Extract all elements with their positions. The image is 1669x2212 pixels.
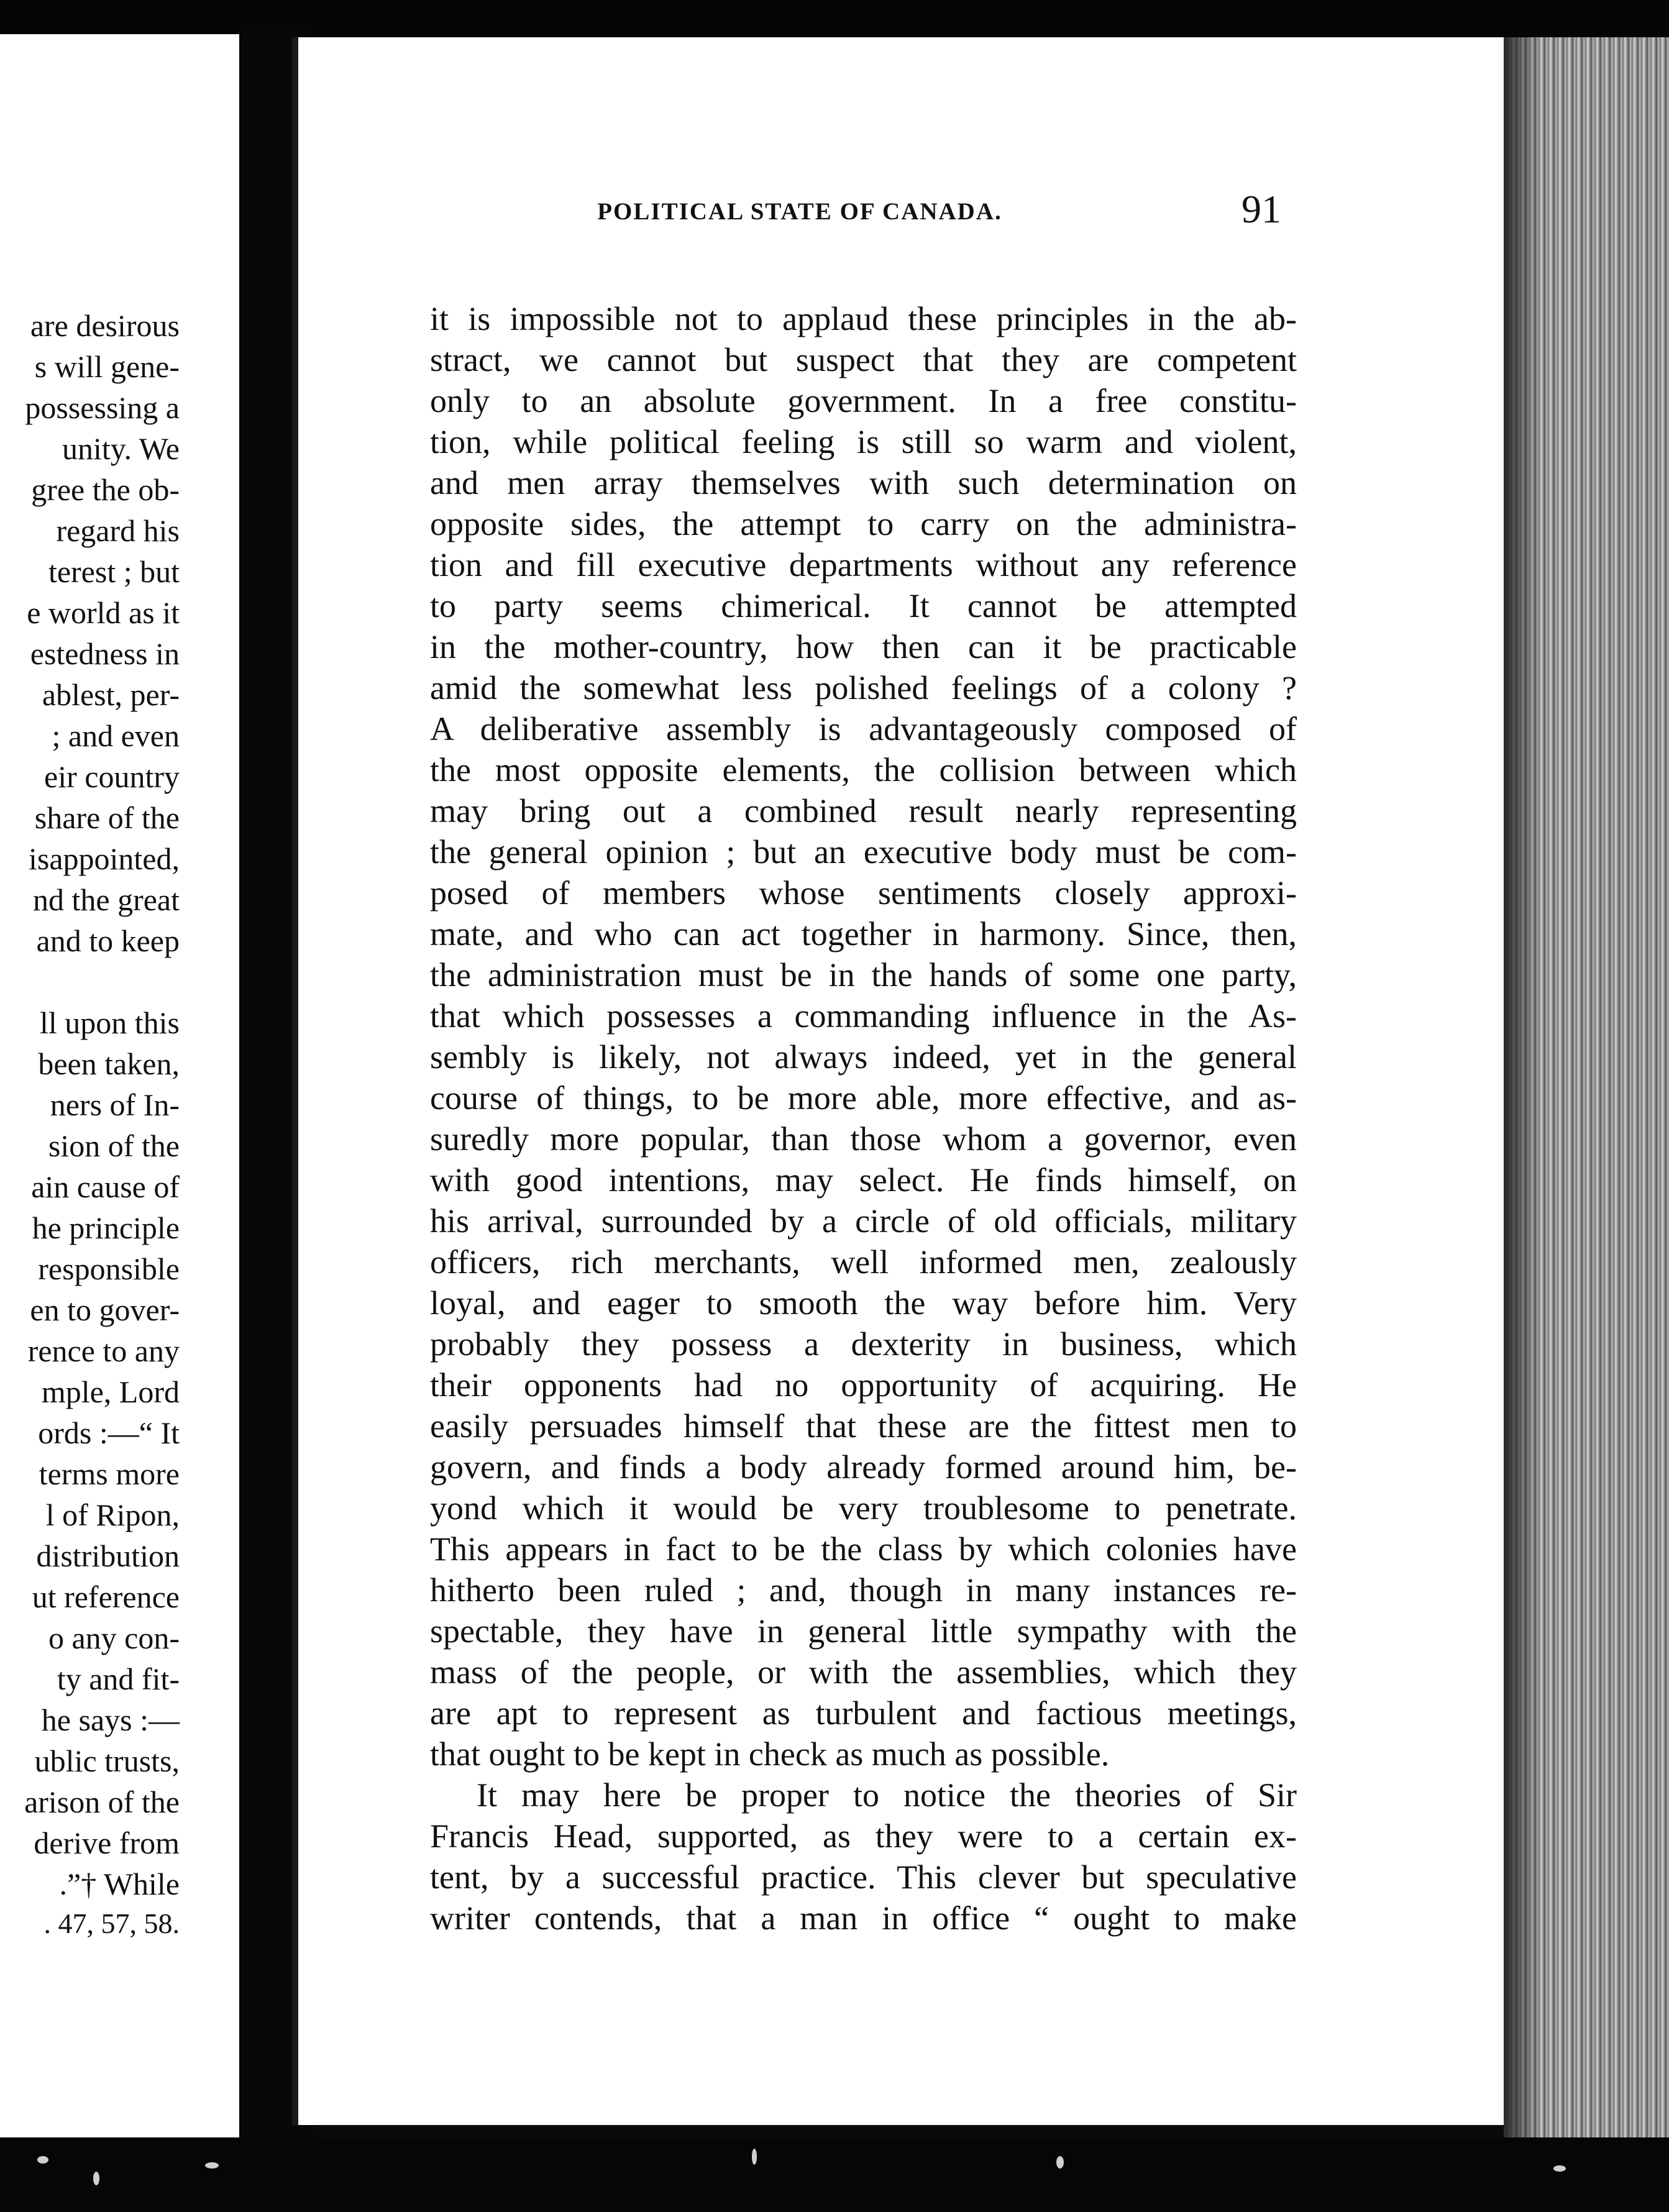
left-page-line: l of Ripon, (45, 1497, 180, 1532)
text-line: probably they possess a dexterity in business, which (430, 1325, 1297, 1363)
text-line: govern, and finds a body already formed around him, be- (430, 1448, 1297, 1486)
text-line: officers, rich merchants, well informed men, zealously (430, 1243, 1297, 1281)
left-page-line: he principle (32, 1210, 180, 1245)
text-line: posed of members whose sentiments closely approxi- (430, 874, 1297, 912)
left-page-line: estedness in (30, 636, 180, 671)
text-line: opposite sides, the attempt to carry on the administra- (430, 505, 1297, 542)
left-page-line: derive from (34, 1826, 180, 1860)
left-page-line: unity. We (62, 431, 180, 466)
text-line: stract, we cannot but suspect that they are competent (430, 341, 1297, 378)
left-page-line: sion of the (48, 1128, 180, 1163)
text-line: hitherto been ruled ; and, though in many instances re- (430, 1571, 1297, 1609)
left-page-line: mple, Lord (41, 1374, 180, 1409)
page-number: 91 (1241, 187, 1281, 231)
left-page-line: o any con- (48, 1620, 180, 1655)
text-line: may bring out a combined result nearly representing (430, 792, 1297, 830)
left-page-line: gree the ob- (31, 472, 180, 507)
text-line: the most opposite elements, the collision between which (430, 751, 1297, 788)
text-line: mass of the people, or with the assemblies, which they (430, 1653, 1297, 1691)
left-page-line: ; and even (52, 718, 180, 753)
body-text (430, 298, 1297, 1939)
left-page-line: s will gene- (34, 349, 180, 384)
text-line: are apt to represent as turbulent and factious meetings, (430, 1694, 1297, 1732)
text-line: A deliberative assembly is advantageously composed of (430, 710, 1297, 747)
text-line: loyal, and eager to smooth the way before him. Very (430, 1284, 1297, 1322)
text-line: their opponents had no opportunity of acquiring. He (430, 1366, 1297, 1404)
left-page-line: share of the (34, 800, 180, 835)
left-page-line: been taken, (38, 1046, 180, 1081)
left-page-line: e world as it (27, 595, 180, 630)
text-line: easily persuades himself that these are the fittest men to (430, 1407, 1297, 1445)
left-page-line: ll upon this (39, 1005, 180, 1040)
left-page-line: nd the great (32, 882, 180, 917)
left-page-line: en to gover- (30, 1292, 180, 1327)
text-line: only to an absolute government. In a free constitu- (430, 382, 1297, 419)
left-page-line: distribution (36, 1538, 180, 1573)
text-line: in the mother-country, how then can it be practicable (430, 628, 1297, 665)
left-page-line: possessing a (25, 390, 180, 425)
dust-speck (752, 2149, 757, 2165)
scan-bottom-border (0, 2137, 1669, 2212)
left-page-line: ty and fit- (57, 1661, 180, 1696)
left-page-line: rence to any (27, 1333, 180, 1368)
text-line: amid the somewhat less polished feelings of a colony ? (430, 669, 1297, 706)
dust-speck (1056, 2156, 1064, 2169)
left-page-line: terms more (39, 1456, 180, 1491)
text-line: spectable, they have in general little sympathy with the (430, 1612, 1297, 1650)
text-line: that ought to be kept in check as much as possible. (430, 1735, 1110, 1773)
text-line: yond which it would be very troublesome to penetrate. (430, 1489, 1297, 1527)
text-line: sembly is likely, not always indeed, yet in the general (430, 1038, 1297, 1076)
left-page-line: ain cause of (31, 1169, 180, 1204)
text-line: that which possesses a commanding influence in the As- (430, 997, 1297, 1035)
left-page-line: arison of the (24, 1785, 180, 1819)
left-page-line: ablest, per- (42, 677, 180, 712)
left-page-line: responsible (38, 1251, 180, 1286)
left-page-line: .”† While (59, 1867, 180, 1901)
text-line: mate, and who can act together in harmony. Since, then, (430, 915, 1297, 953)
text-line: with good intentions, may select. He finds himself, on (430, 1161, 1297, 1199)
text-line: tent, by a successful practice. This clever but speculative (430, 1858, 1297, 1896)
dust-speck (93, 2172, 99, 2185)
left-page-footnote-ref: . 47, 57, 58. (43, 1908, 180, 1939)
text-line: Francis Head, supported, as they were to a certain ex- (430, 1817, 1297, 1855)
left-page-line: regard his (56, 513, 180, 548)
dust-speck (1553, 2165, 1566, 2172)
text-line: to party seems chimerical. It cannot be attempted (430, 587, 1297, 624)
text-line: tion, while political feeling is still so warm and violent, (430, 423, 1297, 460)
running-head: POLITICAL STATE OF CANADA. (597, 198, 1002, 225)
text-line: suredly more popular, than those whom a governor, even (430, 1120, 1297, 1158)
text-line: and men array themselves with such determination on (430, 464, 1297, 501)
left-page-line: he says :— (41, 1702, 180, 1737)
page-edge-shadow (1504, 37, 1541, 2137)
dust-speck (37, 2156, 48, 2164)
text-line: tion and fill executive departments without any reference (430, 546, 1297, 583)
left-page-line: are desirous (30, 308, 180, 343)
left-page-line: isappointed, (28, 841, 180, 876)
left-page-line: ners of In- (50, 1087, 180, 1122)
left-page-line: eir country (44, 759, 180, 794)
text-line: it is impossible not to applaud these principles in the ab- (430, 300, 1297, 337)
dust-speck (205, 2162, 219, 2169)
text-line: the general opinion ; but an executive body must be com- (430, 833, 1297, 871)
text-line: This appears in fact to be the class by which colonies have (430, 1530, 1297, 1568)
paragraph-start-line: It may here be proper to notice the theories of Sir (477, 1776, 1297, 1814)
text-line: course of things, to be more able, more effective, and as- (430, 1079, 1297, 1117)
left-page (0, 34, 241, 2137)
left-page-line: ords :—“ It (38, 1415, 180, 1450)
text-line: his arrival, surrounded by a circle of old officials, military (430, 1202, 1297, 1240)
left-page-line: ublic trusts, (34, 1744, 180, 1778)
left-page-line: ut reference (32, 1579, 180, 1614)
text-line: writer contends, that a man in office “ ought to make (430, 1899, 1297, 1937)
left-page-line: and to keep (36, 923, 180, 958)
left-page-line: terest ; but (48, 554, 180, 589)
text-line: the administration must be in the hands of some one party, (430, 956, 1297, 994)
